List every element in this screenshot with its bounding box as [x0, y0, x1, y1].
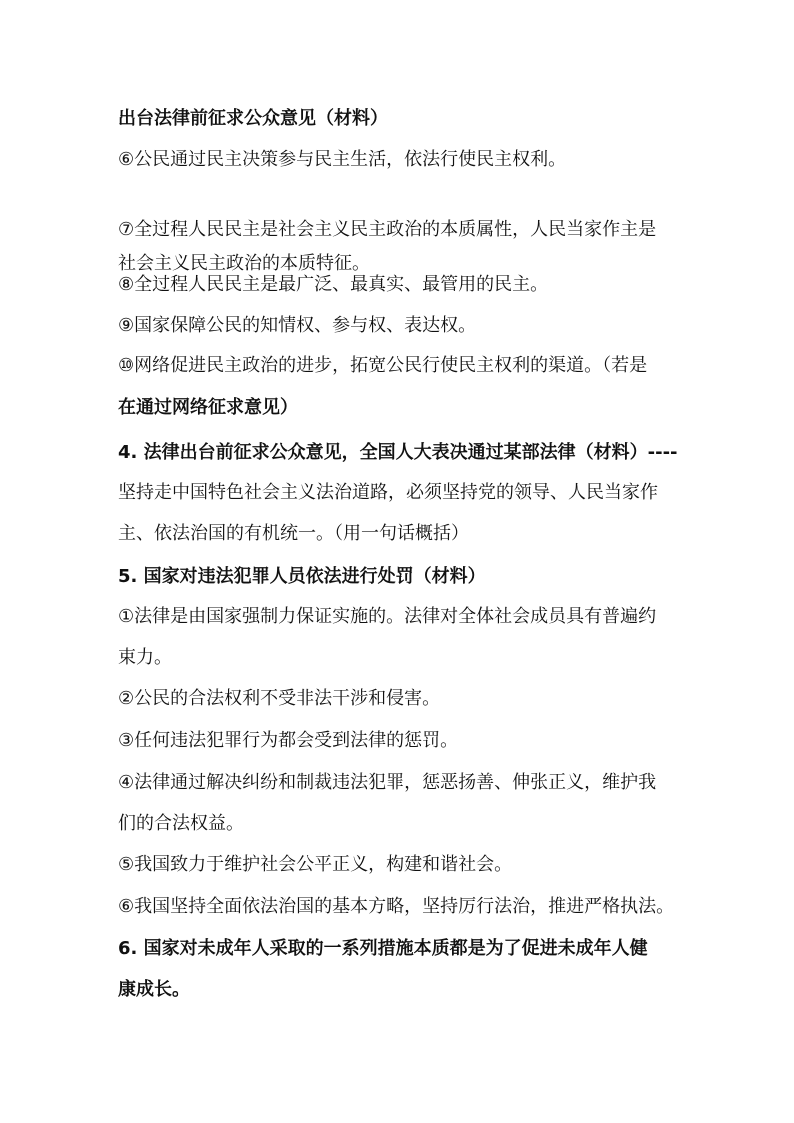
heading-4-rule-of-law-path: 坚持走中国特色社会主义法治道路，必须坚持党的领导、人民当家作	[118, 482, 658, 503]
point-10-network-democracy: ⑩网络促进民主政治的进步，拓宽公民行使民主权利的渠道。（若是	[118, 355, 648, 376]
point-5-social-justice: ⑤我国致力于维护社会公平正义，构建和谐社会。	[118, 854, 513, 875]
point-9-citizen-rights: ⑨国家保障公民的知情权、参与权、表达权。	[118, 315, 477, 336]
point-7-whole-process-democracy: ⑦全过程人民民主是社会主义民主政治的本质属性，人民当家作主是	[118, 219, 657, 240]
heading-5-punishment: 5. 国家对违法犯罪人员依法进行处罚（材料）	[118, 566, 486, 587]
point-6-rule-of-law-strategy: ⑥我国坚持全面依法治国的基本方略，坚持厉行法治，推进严格执法。	[118, 896, 675, 917]
point-10-continuation: 在通过网络征求意见）	[118, 397, 298, 418]
heading-material-public-opinion: 出台法律前征求公众意见（材料）	[118, 108, 388, 129]
point-3-punishment: ③任何违法犯罪行为都会受到法律的惩罚。	[118, 730, 459, 751]
point-4-dispute-resolution: ④法律通过解决纠纷和制裁违法犯罪，惩恶扬善、伸张正义，维护我	[118, 772, 657, 793]
heading-6-continuation: 康成长。	[118, 979, 190, 1000]
heading-6-minors: 6. 国家对未成年人采取的一系列措施本质都是为了促进未成年人健	[118, 938, 648, 959]
point-4-continuation: 们的合法权益。	[118, 813, 244, 834]
point-1-state-coercion: ①法律是由国家强制力保证实施的。法律对全体社会成员具有普遍约	[118, 606, 657, 627]
point-1-continuation: 束力。	[118, 647, 172, 668]
point-7-continuation: 社会主义民主政治的本质特征。	[118, 253, 370, 274]
heading-4-continuation: 主、依法治国的有机统一。（用一句话概括）	[118, 523, 469, 544]
point-6-democratic-decision: ⑥公民通过民主决策参与民主生活，依法行使民主权利。	[118, 149, 567, 170]
heading-4-law-passed: 4. 法律出台前征求公众意见，全国人大表决通过某部法律（材料）----	[118, 442, 678, 463]
point-2-legal-rights: ②公民的合法权利不受非法干涉和侵害。	[118, 688, 441, 709]
point-8-broadest-democracy: ⑧全过程人民民主是最广泛、最真实、最管用的民主。	[118, 274, 549, 295]
